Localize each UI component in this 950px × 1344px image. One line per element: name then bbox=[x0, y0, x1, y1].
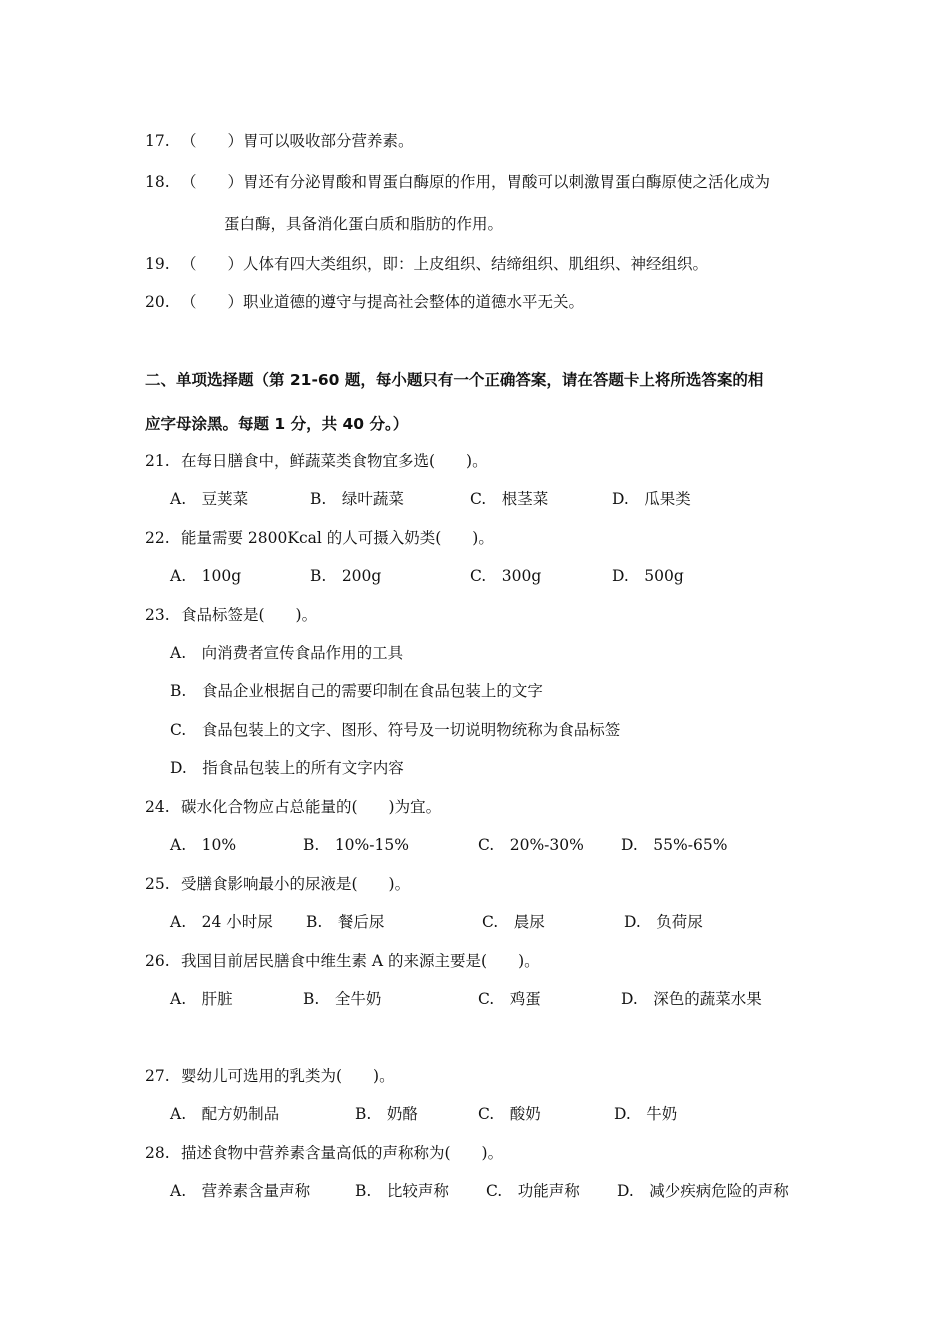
question-stem: 能量需要 2800Kcal 的人可摄入奶类( )。 bbox=[181, 529, 494, 547]
option-d: D. 牛奶 bbox=[614, 1105, 678, 1123]
option-c: C. 20%-30% bbox=[478, 836, 584, 854]
question-stem: 我国目前居民膳食中维生素 A 的来源主要是( )。 bbox=[181, 952, 540, 970]
option-c: C. 酸奶 bbox=[478, 1105, 541, 1123]
question-number: 22. bbox=[145, 529, 170, 547]
question-number: 17. bbox=[145, 132, 170, 150]
option-b: B. 奶酪 bbox=[355, 1105, 418, 1123]
question-number: 27. bbox=[145, 1067, 170, 1085]
question-number: 18. bbox=[145, 173, 170, 191]
question-stem: 描述食物中营养素含量高低的声称称为( )。 bbox=[181, 1144, 504, 1162]
question-number: 19. bbox=[145, 255, 170, 273]
option-a: A. 肝脏 bbox=[170, 990, 233, 1008]
section-heading: 二、单项选择题（第 21-60 题，每小题只有一个正确答案，请在答题卡上将所选答案的相 bbox=[145, 371, 764, 389]
option-c: C. 食品包装上的文字、图形、符号及一切说明物统称为食品标签 bbox=[170, 721, 621, 739]
option-d: D. 55%-65% bbox=[621, 836, 728, 854]
option-d: D. 指食品包装上的所有文字内容 bbox=[170, 759, 404, 777]
option-c: C. 晨尿 bbox=[482, 913, 545, 931]
question-25 bbox=[145, 874, 410, 894]
option-c: C. 根茎菜 bbox=[470, 490, 549, 508]
question-23 bbox=[145, 605, 317, 625]
question-text: （ ）职业道德的遵守与提高社会整体的道德水平无关。 bbox=[181, 293, 585, 311]
option-b: B. 全牛奶 bbox=[303, 990, 382, 1008]
option-a: A. 10% bbox=[170, 836, 237, 854]
option-a: A. 向消费者宣传食品作用的工具 bbox=[170, 644, 404, 662]
option-a: A. 配方奶制品 bbox=[170, 1105, 280, 1123]
question-number: 21. bbox=[145, 452, 170, 470]
judgment-item-19 bbox=[145, 254, 708, 274]
question-number: 28. bbox=[145, 1144, 170, 1162]
question-28 bbox=[145, 1143, 503, 1163]
question-22 bbox=[145, 528, 494, 548]
question-number: 20. bbox=[145, 293, 170, 311]
question-number: 25. bbox=[145, 875, 170, 893]
question-number: 26. bbox=[145, 952, 170, 970]
option-d: D. 负荷尿 bbox=[624, 913, 703, 931]
option-d: D. 500g bbox=[612, 567, 684, 585]
judgment-item-18-continuation: 蛋白酶，具备消化蛋白质和脂肪的作用。 bbox=[224, 215, 504, 233]
judgment-item-18 bbox=[145, 172, 770, 192]
option-a: A. 24 小时尿 bbox=[170, 913, 273, 931]
judgment-item-20 bbox=[145, 292, 584, 312]
option-a: A. 豆荚菜 bbox=[170, 490, 249, 508]
option-b: B. 200g bbox=[310, 567, 382, 585]
option-d: D. 减少疾病危险的声称 bbox=[617, 1182, 789, 1200]
question-stem: 食品标签是( )。 bbox=[181, 606, 318, 624]
option-b: B. 餐后尿 bbox=[306, 913, 385, 931]
question-stem: 婴幼儿可选用的乳类为( )。 bbox=[181, 1067, 395, 1085]
question-stem: 在每日膳食中，鲜蔬菜类食物宜多选( )。 bbox=[181, 452, 488, 470]
option-c: C. 300g bbox=[470, 567, 542, 585]
question-text: （ ）人体有四大类组织，即：上皮组织、结缔组织、肌组织、神经组织。 bbox=[181, 255, 709, 273]
question-number: 23. bbox=[145, 606, 170, 624]
question-21 bbox=[145, 451, 488, 471]
question-24 bbox=[145, 797, 441, 817]
question-stem: 碳水化合物应占总能量的( )为宜。 bbox=[181, 798, 442, 816]
judgment-item-17 bbox=[145, 131, 414, 151]
section-heading-continuation: 应字母涂黑。每题 1 分，共 40 分。） bbox=[145, 415, 409, 433]
option-d: D. 深色的蔬菜水果 bbox=[621, 990, 762, 1008]
option-b: B. 食品企业根据自己的需要印制在食品包装上的文字 bbox=[170, 682, 543, 700]
option-b: B. 10%-15% bbox=[303, 836, 409, 854]
question-27 bbox=[145, 1066, 395, 1086]
option-a: A. 100g bbox=[170, 567, 242, 585]
question-26 bbox=[145, 951, 540, 971]
option-c: C. 鸡蛋 bbox=[478, 990, 541, 1008]
option-a: A. 营养素含量声称 bbox=[170, 1182, 311, 1200]
option-c: C. 功能声称 bbox=[486, 1182, 580, 1200]
question-number: 24. bbox=[145, 798, 170, 816]
option-b: B. 绿叶蔬菜 bbox=[310, 490, 404, 508]
question-text: （ ）胃还有分泌胃酸和胃蛋白酶原的作用，胃酸可以刺激胃蛋白酶原使之活化成为 bbox=[181, 173, 771, 191]
question-text: （ ）胃可以吸收部分营养素。 bbox=[181, 132, 414, 150]
option-b: B. 比较声称 bbox=[355, 1182, 449, 1200]
question-stem: 受膳食影响最小的尿液是( )。 bbox=[181, 875, 411, 893]
option-d: D. 瓜果类 bbox=[612, 490, 691, 508]
